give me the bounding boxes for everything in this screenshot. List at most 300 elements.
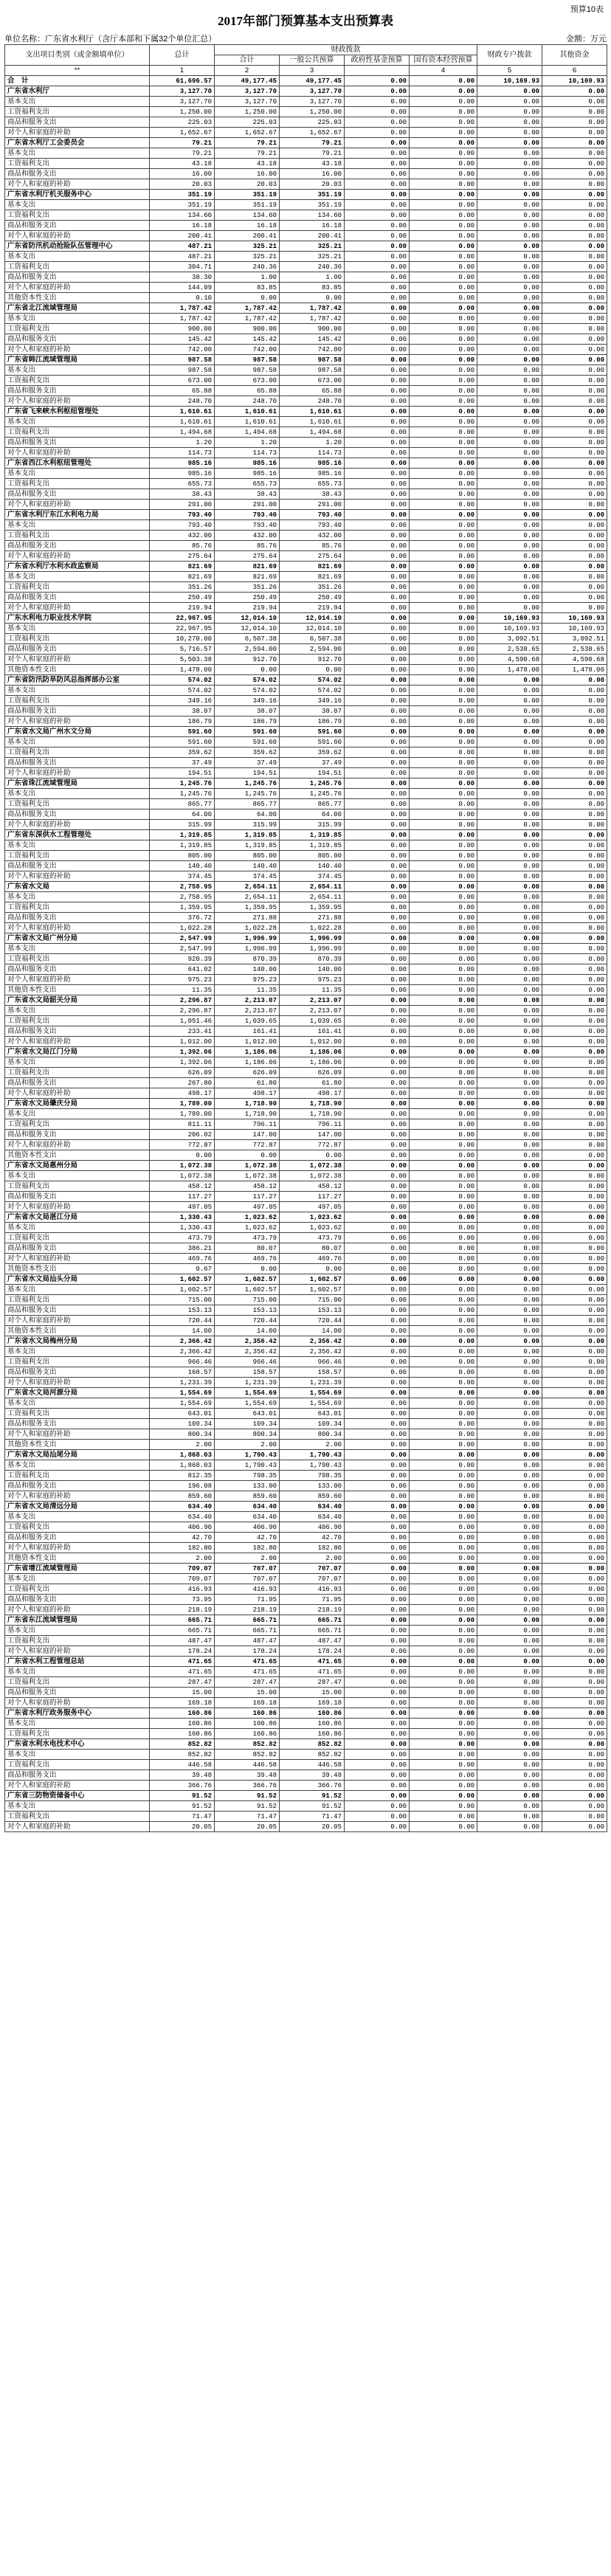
- row-value: 0.00: [410, 655, 477, 665]
- row-value: 10,169.93: [477, 624, 542, 634]
- row-value: 1,022.28: [280, 923, 345, 933]
- row-value: 0.00: [477, 1719, 542, 1729]
- row-value: 1,718.90: [215, 1099, 280, 1109]
- row-value: 985.16: [280, 469, 345, 479]
- row-value: 248.70: [150, 396, 215, 407]
- table-row: [5, 789, 607, 799]
- row-value: 0.00: [345, 1781, 410, 1791]
- row-value: 852.82: [150, 1739, 215, 1750]
- row-value: 1,790.43: [280, 1450, 345, 1460]
- row-value: 0.00: [542, 107, 607, 117]
- row-label: 基本支出: [5, 469, 150, 479]
- row-value: 366.76: [215, 1781, 280, 1791]
- row-label: 基本支出: [5, 417, 150, 427]
- row-label: 商品和服务支出: [5, 169, 150, 179]
- row-value: 315.99: [215, 820, 280, 830]
- row-value: 0.00: [345, 593, 410, 603]
- index-cell: 1: [150, 66, 215, 76]
- row-label: 商品和服务支出: [5, 593, 150, 603]
- row-value: 0.00: [542, 1068, 607, 1078]
- row-value: 0.00: [477, 1068, 542, 1078]
- row-value: 800.34: [150, 1429, 215, 1440]
- row-value: 0.00: [477, 1791, 542, 1801]
- row-value: 218.19: [280, 1605, 345, 1615]
- row-value: 0.00: [477, 1636, 542, 1646]
- row-value: 178.24: [280, 1646, 345, 1657]
- row-value: 0.00: [542, 1419, 607, 1429]
- row-value: 0.00: [345, 293, 410, 303]
- row-value: 271.88: [280, 913, 345, 923]
- row-label: 工资福利支出: [5, 210, 150, 221]
- row-value: 38.30: [150, 272, 215, 283]
- row-value: 1,319.85: [150, 840, 215, 851]
- row-label: 基本支出: [5, 1460, 150, 1471]
- row-value: 1,039.65: [280, 1016, 345, 1026]
- row-value: 0.00: [410, 1584, 477, 1595]
- row-value: 715.00: [280, 1295, 345, 1305]
- index-cell: 4: [410, 66, 477, 76]
- row-value: 0.00: [542, 562, 607, 572]
- row-value: 0.00: [542, 1192, 607, 1202]
- row-value: 0.00: [477, 417, 542, 427]
- row-value: 0.00: [542, 975, 607, 985]
- table-row: [5, 489, 607, 500]
- row-value: 0.00: [542, 500, 607, 510]
- row-value: 1,602.57: [150, 1274, 215, 1285]
- row-value: 626.09: [150, 1068, 215, 1078]
- table-row: [5, 1347, 607, 1357]
- row-value: 985.16: [150, 458, 215, 469]
- row-value: 985.16: [215, 469, 280, 479]
- row-value: 11.35: [150, 985, 215, 995]
- row-value: 267.80: [150, 1078, 215, 1088]
- row-value: 1,023.62: [215, 1212, 280, 1223]
- row-value: 0.00: [477, 1388, 542, 1398]
- row-value: 168.57: [150, 1367, 215, 1378]
- row-value: 0.00: [477, 758, 542, 768]
- row-value: 432.00: [215, 531, 280, 541]
- row-value: 0.00: [542, 1109, 607, 1119]
- row-value: 0.00: [477, 500, 542, 510]
- row-label: 工资福利支出: [5, 696, 150, 706]
- row-value: 0.00: [477, 871, 542, 882]
- row-value: 0.00: [477, 840, 542, 851]
- row-label: 工资福利支出: [5, 1357, 150, 1367]
- row-value: 12,014.10: [280, 613, 345, 624]
- table-row: [5, 1750, 607, 1760]
- row-label: 广东省增江流域管理局: [5, 1564, 150, 1574]
- row-label: 广东省水利厅东江水利电力局: [5, 510, 150, 520]
- row-value: 0.00: [542, 1409, 607, 1419]
- row-value: 0.00: [345, 1274, 410, 1285]
- row-value: 0.00: [542, 97, 607, 107]
- row-value: 0.00: [542, 964, 607, 975]
- table-row: [5, 1440, 607, 1450]
- row-value: 0.00: [410, 1553, 477, 1564]
- row-value: 20.05: [280, 1822, 345, 1832]
- table-row: [5, 871, 607, 882]
- row-value: 0.00: [410, 1729, 477, 1739]
- row-value: 1,072.38: [280, 1171, 345, 1181]
- row-label: 广东省水文局江门分局: [5, 1047, 150, 1057]
- row-value: 0.00: [345, 1615, 410, 1626]
- row-value: 0.00: [345, 1161, 410, 1171]
- row-label: 基本支出: [5, 1626, 150, 1636]
- row-value: 1,245.76: [280, 778, 345, 789]
- row-value: 0.00: [477, 448, 542, 458]
- row-value: 469.76: [280, 1254, 345, 1264]
- row-value: 0.00: [280, 665, 345, 675]
- row-value: 0.00: [410, 1326, 477, 1336]
- row-value: 0.00: [345, 417, 410, 427]
- row-value: 0.00: [410, 334, 477, 345]
- row-value: 315.99: [150, 820, 215, 830]
- row-value: 160.86: [215, 1708, 280, 1719]
- row-value: 0.00: [345, 1378, 410, 1388]
- row-value: 0.00: [345, 1812, 410, 1822]
- row-value: 0.00: [477, 1646, 542, 1657]
- row-value: 0.00: [345, 1078, 410, 1088]
- row-value: 16.00: [215, 169, 280, 179]
- row-value: 0.00: [345, 562, 410, 572]
- row-value: 912.70: [280, 655, 345, 665]
- table-row: [5, 964, 607, 975]
- row-value: 0.00: [410, 1243, 477, 1254]
- row-value: 0.00: [542, 1801, 607, 1812]
- row-value: 351.26: [280, 582, 345, 593]
- table-row: [5, 283, 607, 293]
- row-value: 0.00: [410, 1574, 477, 1584]
- row-value: 65.88: [150, 386, 215, 396]
- row-value: 2,356.42: [280, 1336, 345, 1347]
- row-value: 0.00: [410, 1471, 477, 1481]
- row-value: 0.00: [542, 1822, 607, 1832]
- row-value: 1,186.06: [280, 1047, 345, 1057]
- row-value: 0.00: [410, 345, 477, 355]
- row-value: 0.00: [410, 1161, 477, 1171]
- row-label: 商品和服务支出: [5, 1078, 150, 1088]
- row-value: 0.00: [345, 479, 410, 489]
- row-value: 0.00: [477, 200, 542, 210]
- row-value: 1,319.85: [150, 830, 215, 840]
- table-row: [5, 1254, 607, 1264]
- row-value: 2,654.11: [280, 882, 345, 892]
- row-value: 351.26: [150, 582, 215, 593]
- header-special: 财政专户拨款: [477, 45, 542, 66]
- row-value: 0.00: [345, 1533, 410, 1543]
- row-value: 0.00: [345, 1584, 410, 1595]
- row-value: 2,538.65: [542, 644, 607, 655]
- row-value: 0.00: [345, 1729, 410, 1739]
- row-value: 643.01: [150, 1409, 215, 1419]
- row-value: 0.00: [542, 747, 607, 758]
- row-value: 0.00: [542, 572, 607, 582]
- row-value: 0.00: [410, 179, 477, 190]
- row-value: 2,356.42: [215, 1336, 280, 1347]
- row-value: 374.45: [150, 871, 215, 882]
- row-value: 1,494.68: [215, 427, 280, 438]
- row-value: 1,245.76: [280, 789, 345, 799]
- row-value: 0.00: [410, 551, 477, 562]
- row-value: 0.00: [477, 913, 542, 923]
- table-row: [5, 1636, 607, 1646]
- row-value: 0.00: [410, 314, 477, 324]
- row-label: 对个人和家庭的补助: [5, 1140, 150, 1150]
- row-value: 634.40: [150, 1512, 215, 1522]
- row-value: 3,127.70: [280, 97, 345, 107]
- table-row: [5, 1770, 607, 1781]
- row-value: 0.00: [542, 128, 607, 138]
- row-value: 11.35: [280, 985, 345, 995]
- row-value: 0.00: [345, 840, 410, 851]
- table-row: [5, 1161, 607, 1171]
- row-value: 0.00: [345, 851, 410, 861]
- row-value: 0.00: [542, 324, 607, 334]
- row-value: 0.00: [410, 479, 477, 489]
- row-value: 0.00: [410, 789, 477, 799]
- row-value: 0.00: [542, 386, 607, 396]
- row-value: 0.00: [477, 747, 542, 758]
- row-value: 0.00: [542, 582, 607, 593]
- row-value: 0.00: [410, 851, 477, 861]
- row-value: 0.00: [477, 1574, 542, 1584]
- row-value: 1,319.85: [280, 840, 345, 851]
- row-value: 0.00: [410, 944, 477, 954]
- row-value: 0.00: [477, 933, 542, 944]
- table-row: [5, 551, 607, 562]
- row-value: 0.00: [542, 1099, 607, 1109]
- row-value: 0.00: [410, 1440, 477, 1450]
- row-value: 793.40: [150, 520, 215, 531]
- row-value: 1,868.03: [150, 1450, 215, 1460]
- row-value: 1,787.42: [150, 314, 215, 324]
- row-value: 200.41: [215, 231, 280, 241]
- row-value: 0.00: [410, 830, 477, 840]
- row-value: 1,392.06: [150, 1057, 215, 1068]
- row-value: 1,790.43: [215, 1450, 280, 1460]
- row-value: 218.19: [215, 1605, 280, 1615]
- row-label: 广东省水文局: [5, 882, 150, 892]
- row-value: 2,538.65: [477, 644, 542, 655]
- row-value: 0.00: [410, 1460, 477, 1471]
- row-value: 49,177.45: [215, 76, 280, 86]
- row-label: 工资福利支出: [5, 799, 150, 809]
- row-value: 498.17: [150, 1088, 215, 1099]
- row-value: 0.00: [477, 531, 542, 541]
- row-value: 3,127.70: [215, 86, 280, 97]
- row-value: 0.00: [345, 303, 410, 314]
- row-value: 0.00: [345, 355, 410, 365]
- row-value: 634.40: [280, 1512, 345, 1522]
- row-value: 798.35: [215, 1471, 280, 1481]
- table-row: [5, 1615, 607, 1626]
- row-value: 0.00: [345, 1512, 410, 1522]
- row-value: 1,554.69: [215, 1398, 280, 1409]
- row-value: 0.00: [345, 1419, 410, 1429]
- row-value: 0.00: [345, 1491, 410, 1502]
- table-row: [5, 1667, 607, 1677]
- row-value: 574.02: [280, 675, 345, 686]
- row-value: 206.02: [150, 1130, 215, 1140]
- row-label: 广东省水文局湛江分局: [5, 1212, 150, 1223]
- row-value: 38.07: [215, 706, 280, 716]
- row-value: 153.13: [150, 1305, 215, 1316]
- row-value: 85.76: [150, 541, 215, 551]
- row-value: 0.00: [345, 882, 410, 892]
- row-value: 38.07: [150, 706, 215, 716]
- row-value: 0.00: [542, 706, 607, 716]
- row-value: 0.00: [542, 1512, 607, 1522]
- row-value: 2,547.99: [150, 944, 215, 954]
- row-value: 6,507.38: [280, 634, 345, 644]
- row-value: 219.94: [215, 603, 280, 613]
- row-value: 0.00: [410, 593, 477, 603]
- row-value: 80.07: [280, 1243, 345, 1254]
- row-value: 0.00: [477, 696, 542, 706]
- index-cell: 3: [280, 66, 345, 76]
- row-value: 10,169.93: [542, 613, 607, 624]
- row-value: 2,594.00: [215, 644, 280, 655]
- row-value: 0.00: [345, 1047, 410, 1057]
- row-value: 351.19: [215, 200, 280, 210]
- row-label: 基本支出: [5, 1285, 150, 1295]
- row-label: 对个人和家庭的补助: [5, 1605, 150, 1615]
- row-value: 1,996.99: [280, 933, 345, 944]
- row-value: 0.00: [542, 799, 607, 809]
- row-value: 160.86: [280, 1719, 345, 1729]
- row-value: 0.00: [542, 1223, 607, 1233]
- row-value: 0.00: [410, 355, 477, 365]
- row-value: 0.00: [477, 562, 542, 572]
- table-row: [5, 1708, 607, 1719]
- row-value: 0.00: [345, 954, 410, 964]
- row-value: 0.00: [542, 1760, 607, 1770]
- row-label: 对个人和家庭的补助: [5, 1781, 150, 1791]
- row-value: 0.00: [477, 851, 542, 861]
- row-label: 对个人和家庭的补助: [5, 179, 150, 190]
- row-value: 351.19: [150, 190, 215, 200]
- row-value: 0.00: [345, 386, 410, 396]
- row-value: 2,758.95: [150, 882, 215, 892]
- row-value: 153.13: [215, 1305, 280, 1316]
- table-row: [5, 727, 607, 737]
- row-value: 0.00: [410, 603, 477, 613]
- row-value: 0.00: [410, 438, 477, 448]
- row-value: 0.00: [542, 159, 607, 169]
- row-value: 0.00: [542, 241, 607, 252]
- row-value: 0.00: [410, 1181, 477, 1192]
- row-value: 10,270.00: [150, 634, 215, 644]
- row-value: 591.60: [215, 727, 280, 737]
- row-value: 1,023.62: [215, 1223, 280, 1233]
- table-row: [5, 820, 607, 830]
- row-value: 0.00: [477, 355, 542, 365]
- row-value: 0.00: [345, 1409, 410, 1419]
- table-row: [5, 138, 607, 148]
- table-row: [5, 1192, 607, 1202]
- row-value: 0.00: [477, 1626, 542, 1636]
- row-value: 0.00: [477, 1171, 542, 1181]
- row-value: 1,072.38: [215, 1161, 280, 1171]
- row-label: 商品和服务支出: [5, 1533, 150, 1543]
- row-value: 1,610.61: [280, 407, 345, 417]
- row-label: 基本支出: [5, 148, 150, 159]
- row-value: 0.00: [345, 510, 410, 520]
- row-value: 0.00: [345, 758, 410, 768]
- row-value: 634.40: [150, 1502, 215, 1512]
- row-value: 0.00: [542, 1161, 607, 1171]
- row-value: 0.00: [542, 809, 607, 820]
- row-label: 基本支出: [5, 1223, 150, 1233]
- table-row: [5, 1646, 607, 1657]
- row-value: 0.00: [477, 582, 542, 593]
- row-value: 720.44: [280, 1316, 345, 1326]
- table-row: [5, 1212, 607, 1223]
- table-row: [5, 675, 607, 686]
- row-value: 160.86: [280, 1708, 345, 1719]
- row-value: 1.00: [280, 272, 345, 283]
- row-value: 158.57: [280, 1367, 345, 1378]
- row-value: 0.00: [410, 1760, 477, 1770]
- row-label: 对个人和家庭的补助: [5, 655, 150, 665]
- row-value: 985.16: [280, 458, 345, 469]
- row-value: 39.48: [215, 1770, 280, 1781]
- row-value: 0.00: [345, 1357, 410, 1367]
- row-value: 900.00: [215, 324, 280, 334]
- row-value: 39.48: [280, 1770, 345, 1781]
- row-value: 182.80: [215, 1543, 280, 1553]
- row-value: 64.00: [280, 809, 345, 820]
- row-value: 0.00: [542, 417, 607, 427]
- table-row: [5, 365, 607, 376]
- row-value: 194.51: [280, 768, 345, 778]
- row-value: 0.00: [410, 148, 477, 159]
- row-value: 0.00: [410, 117, 477, 128]
- row-label: 商品和服务支出: [5, 438, 150, 448]
- row-value: 0.00: [410, 1367, 477, 1378]
- row-value: 79.21: [215, 148, 280, 159]
- row-value: 0.00: [410, 1781, 477, 1791]
- table-row: [5, 376, 607, 386]
- row-label: 工资福利支出: [5, 1584, 150, 1595]
- row-value: 11.35: [215, 985, 280, 995]
- row-value: 0.00: [477, 159, 542, 169]
- table-row: [5, 892, 607, 902]
- row-value: 0.00: [542, 1150, 607, 1161]
- row-value: 0.00: [542, 510, 607, 520]
- row-label: 工资福利支出: [5, 376, 150, 386]
- row-label: 商品和服务支出: [5, 758, 150, 768]
- row-value: 1,610.61: [215, 407, 280, 417]
- row-label: 广东省防汛防旱防风总指挥部办公室: [5, 675, 150, 686]
- row-value: 0.00: [542, 396, 607, 407]
- row-value: 0.00: [542, 365, 607, 376]
- row-value: 2.00: [150, 1553, 215, 1564]
- row-value: 821.69: [280, 572, 345, 582]
- row-value: 0.00: [477, 1429, 542, 1440]
- row-value: 665.71: [280, 1626, 345, 1636]
- row-value: 178.24: [150, 1646, 215, 1657]
- row-value: 117.27: [150, 1192, 215, 1202]
- row-value: 798.35: [280, 1471, 345, 1481]
- row-value: 0.00: [542, 1316, 607, 1326]
- row-value: 473.79: [150, 1233, 215, 1243]
- row-value: 0.00: [542, 210, 607, 221]
- row-value: 0.00: [542, 334, 607, 345]
- row-value: 0.00: [410, 1667, 477, 1677]
- row-value: 0.00: [477, 1140, 542, 1150]
- table-row: [5, 1285, 607, 1295]
